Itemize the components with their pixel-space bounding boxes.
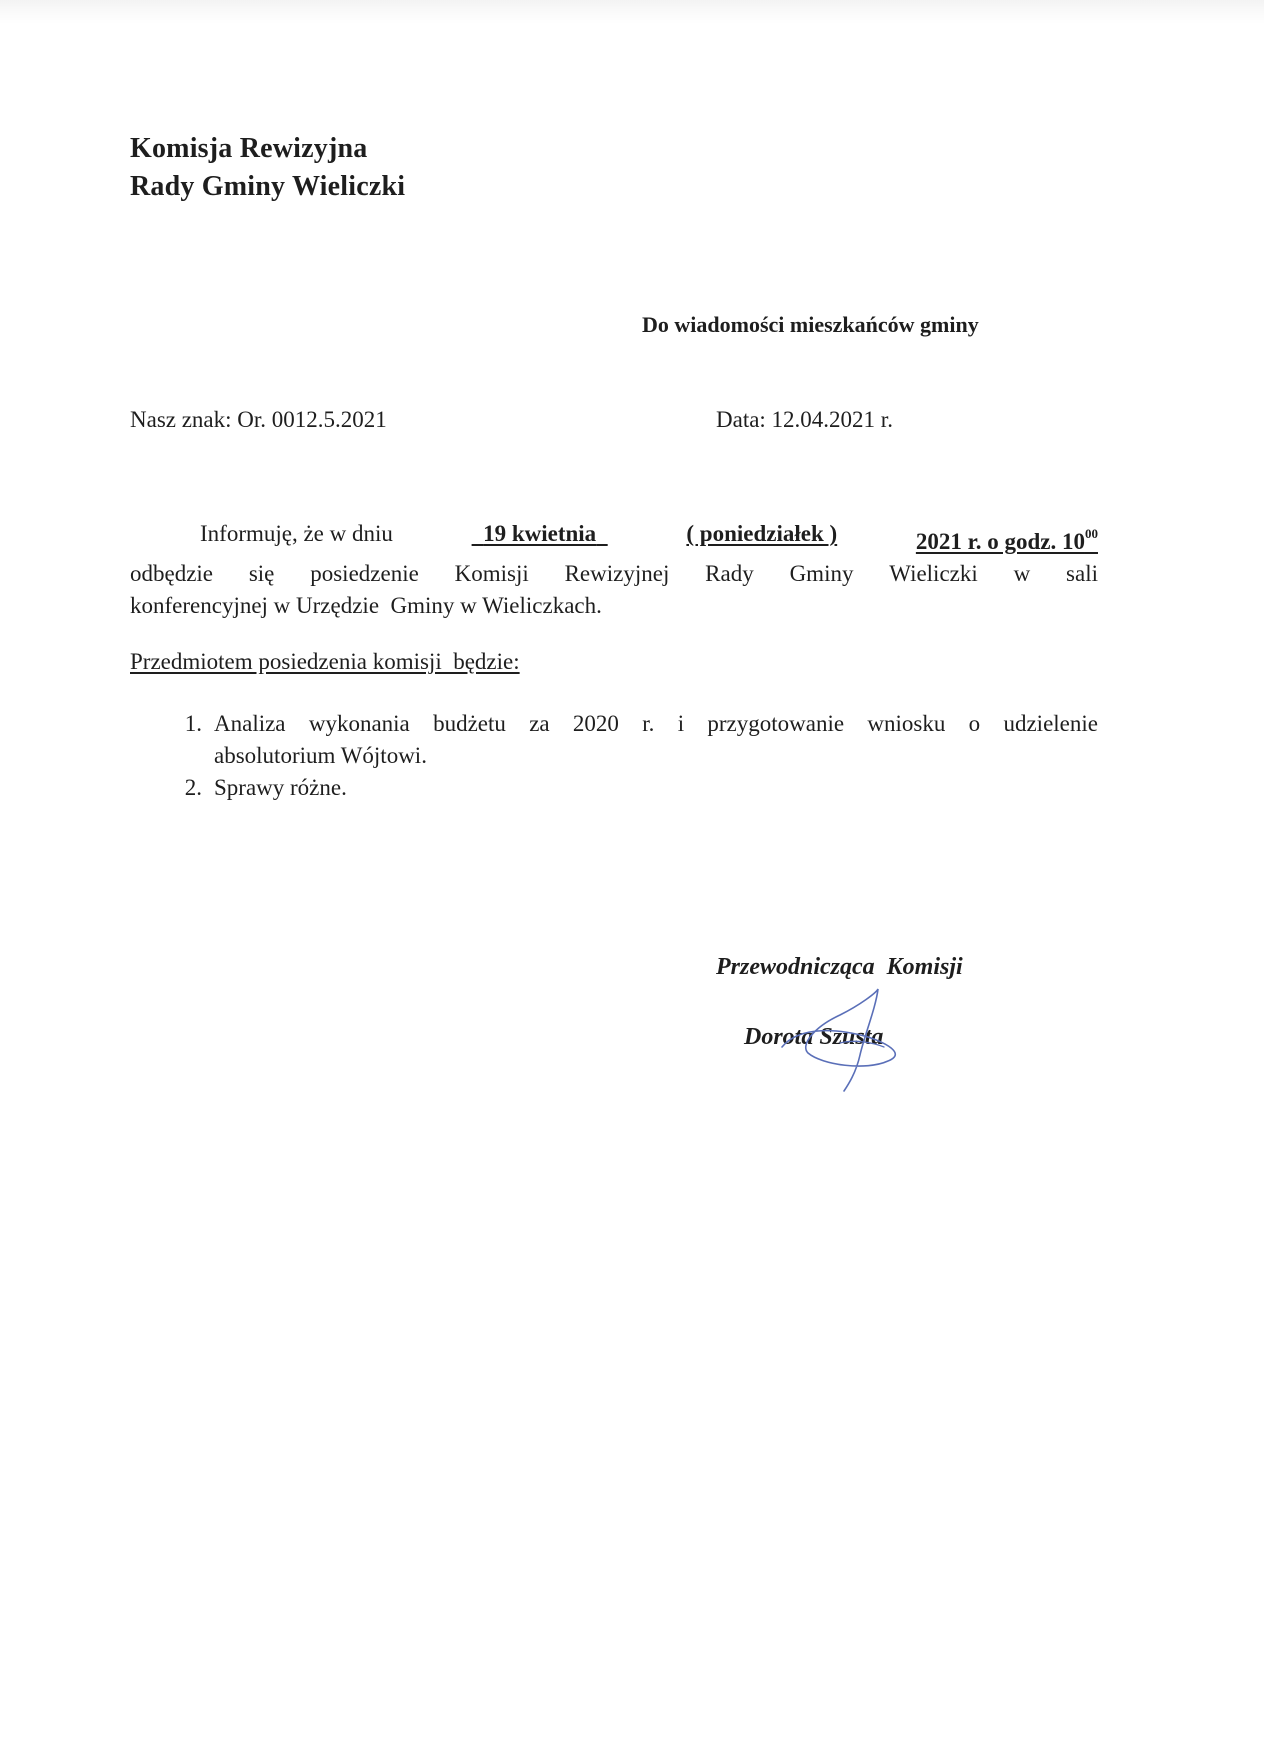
word: budżetu	[433, 711, 506, 736]
word: Wieliczki	[889, 561, 978, 586]
word: przygotowanie	[707, 711, 845, 736]
notice-line-3: konferencyjnej w Urzędzie Gminy w Wieliczkach.	[130, 593, 602, 618]
agenda-item-line: Sprawy różne.	[214, 775, 347, 800]
agenda-item	[130, 772, 1098, 804]
signatory-title: Przewodnicząca Komisji	[716, 954, 963, 980]
header-organization: Komisja Rewizyjna	[130, 133, 368, 164]
word: o	[968, 711, 981, 736]
handwritten-signature	[770, 985, 930, 1095]
meeting-date: 19 kwietnia	[483, 521, 597, 546]
word: za	[529, 711, 550, 736]
word: i	[677, 711, 685, 736]
word: w	[1013, 561, 1031, 586]
word: wykonania	[308, 711, 410, 736]
agenda-number: 1.	[184, 711, 202, 736]
recipient-line: Do wiadomości mieszkańców gminy	[642, 312, 979, 337]
word: Rewizyjnej	[564, 561, 670, 586]
agenda-item	[130, 708, 1098, 772]
word: Rady	[705, 561, 754, 586]
notice-paragraph	[130, 518, 1098, 622]
word: Gminy	[789, 561, 854, 586]
word: udzielenie	[1003, 711, 1098, 736]
word: r.	[642, 711, 655, 736]
agenda-item-line	[214, 708, 1098, 740]
notice-intro: Informuję, że w dniu	[200, 521, 393, 546]
subject-heading: Przedmiotem posiedzenia komisji będzie:	[130, 649, 520, 674]
word: wniosku	[867, 711, 946, 736]
meeting-time-minutes: 00	[1084, 526, 1098, 541]
reference-sign: Nasz znak: Or. 0012.5.2021	[130, 407, 387, 432]
notice-line-1	[130, 518, 1098, 558]
meeting-weekday: ( poniedziałek )	[686, 521, 838, 546]
notice-line-2	[130, 558, 1098, 590]
signatory-name: Dorota Szusta	[744, 1024, 884, 1050]
agenda-item-line: absolutorium Wójtowi.	[214, 743, 427, 768]
agenda-list	[130, 708, 1098, 804]
document-header	[130, 130, 405, 206]
word: posiedzenie	[310, 561, 419, 586]
word: Analiza	[214, 711, 286, 736]
document-date: Data: 12.04.2021 r.	[716, 407, 893, 432]
word: sali	[1066, 561, 1098, 586]
header-council: Rady Gminy Wieliczki	[130, 171, 406, 202]
meeting-year-time: 2021 r. o godz. $10^{00}$	[915, 526, 1098, 554]
scan-edge	[0, 0, 1264, 24]
agenda-number: 2.	[184, 775, 202, 800]
word: 2020	[572, 711, 619, 736]
word: odbędzie	[130, 561, 214, 586]
word: się	[248, 561, 275, 586]
word: Komisji	[454, 561, 529, 586]
